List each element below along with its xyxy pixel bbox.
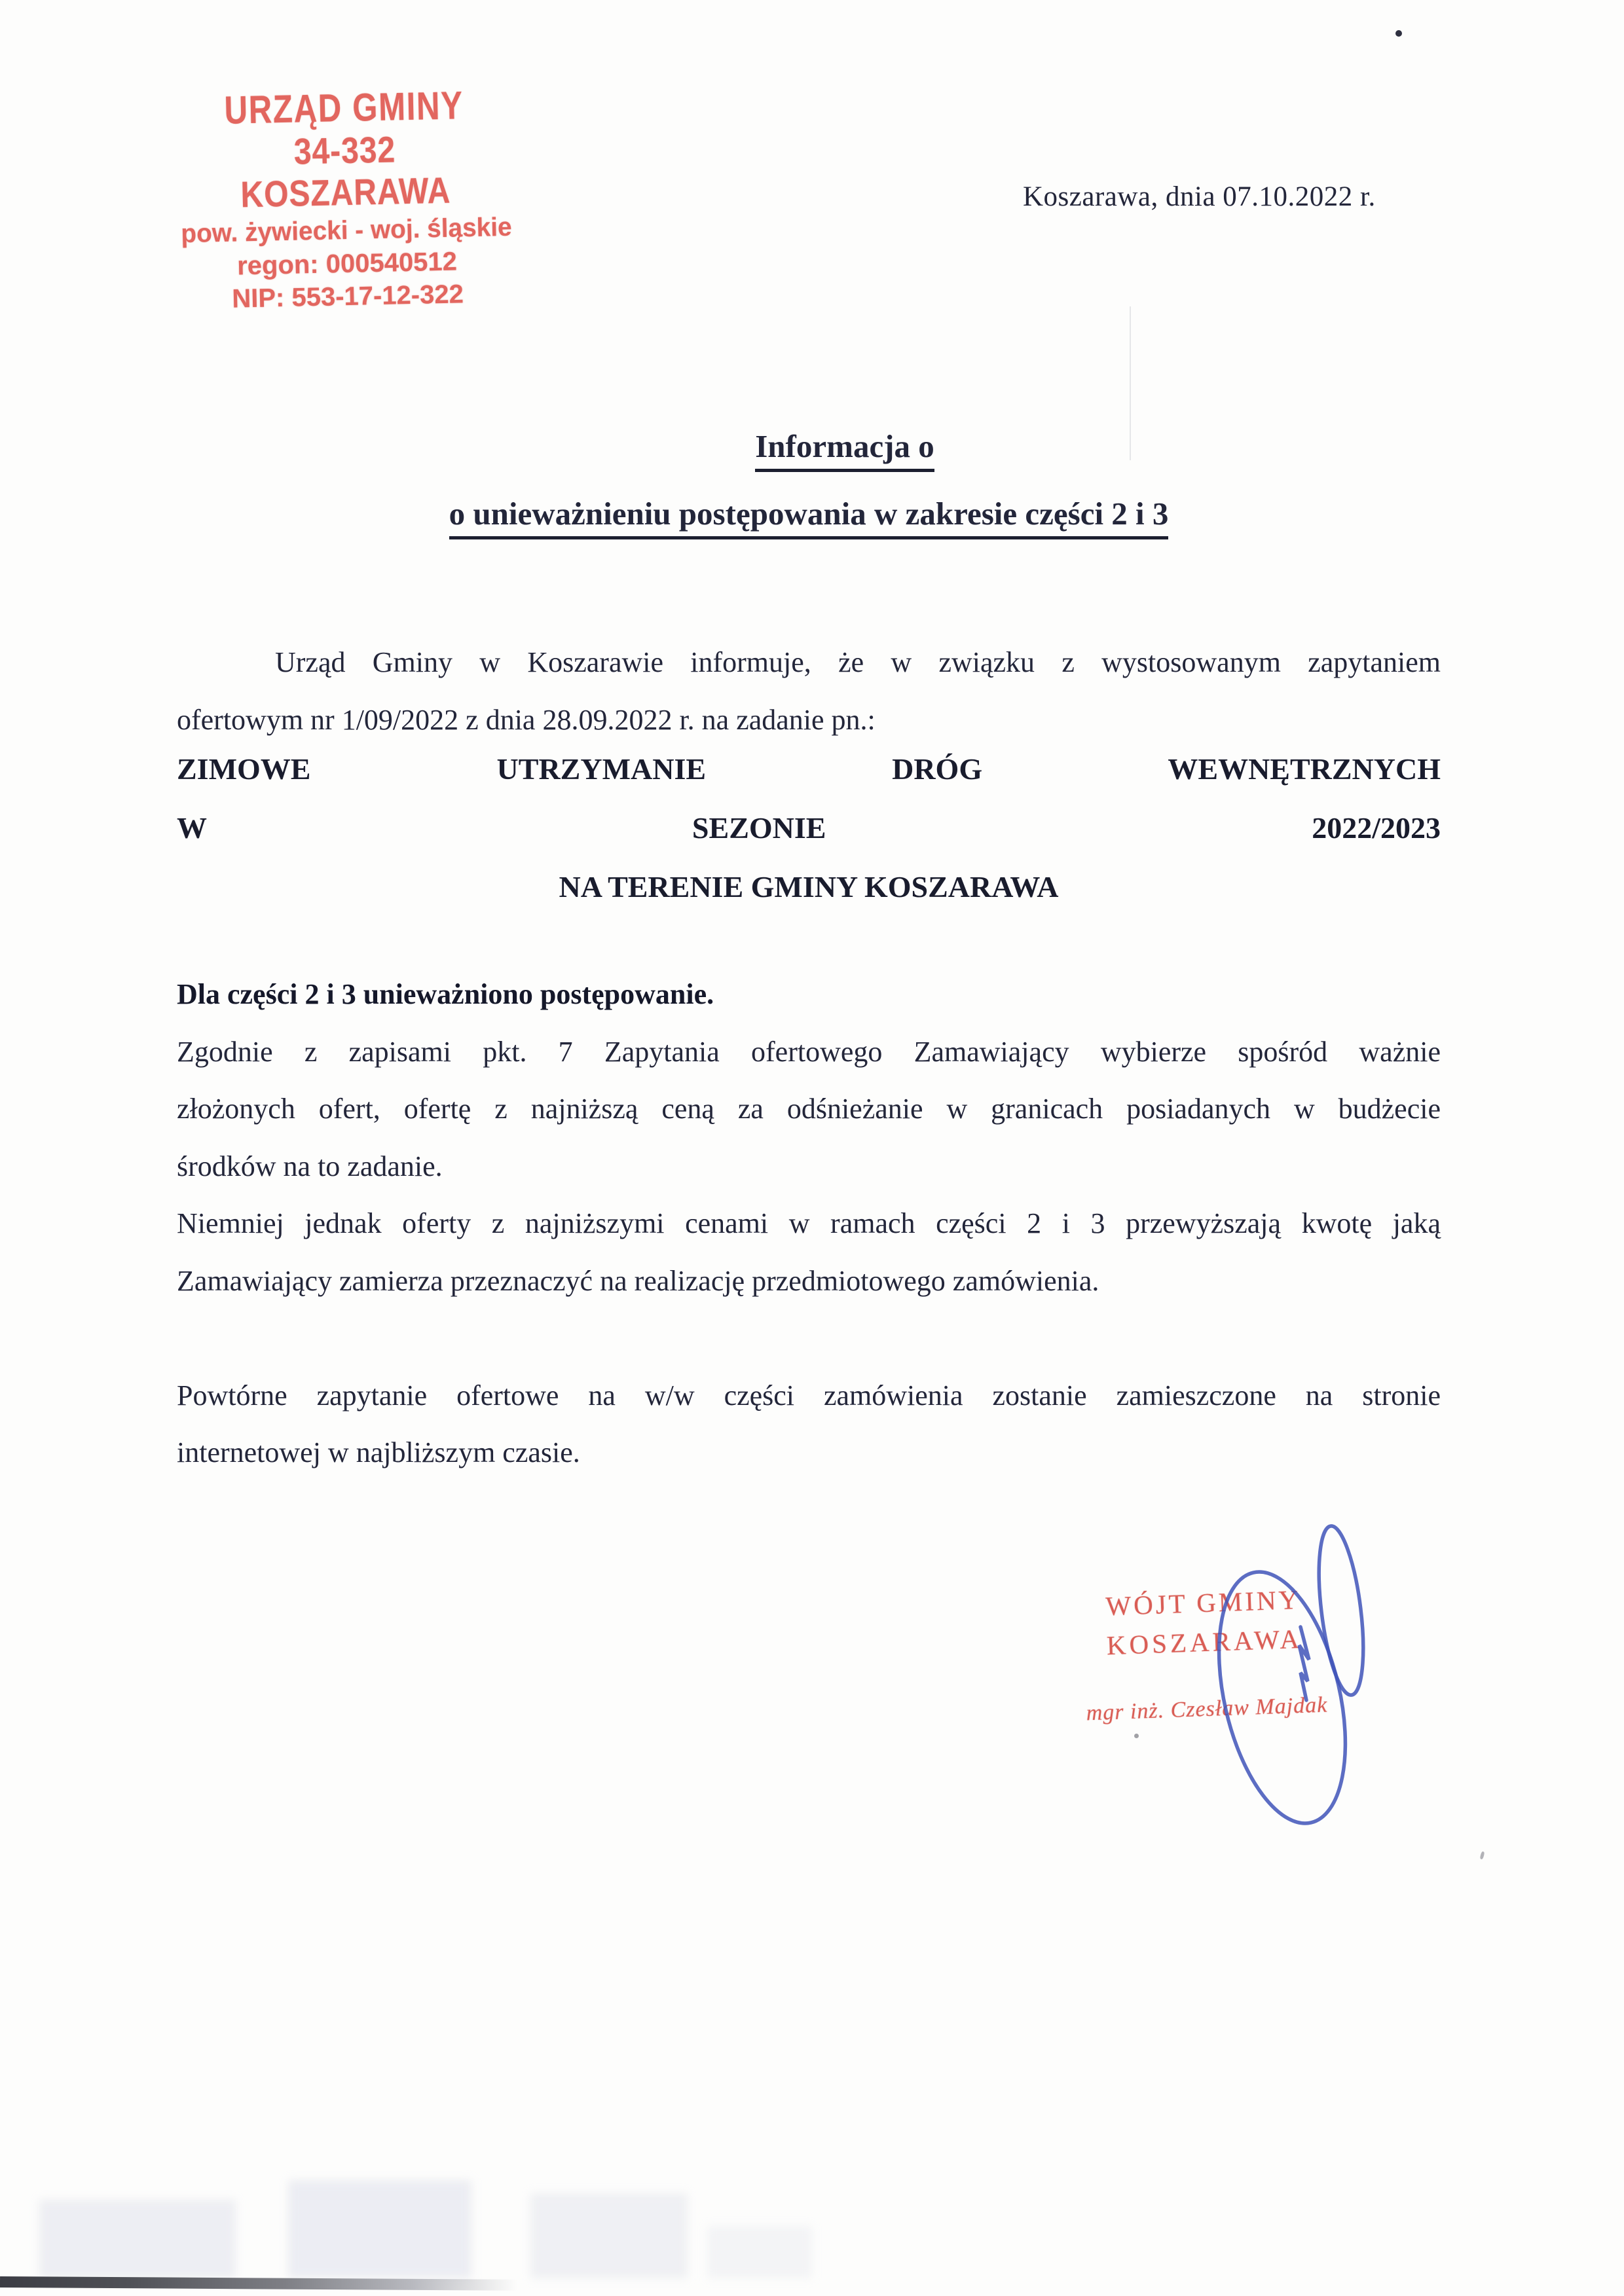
text-line: W SEZONIE 2022/2023 [177,811,1441,845]
title-line-2-text: o unieważnieniu postępowania w zakresie części 2 i 3 [449,496,1169,539]
main-body [177,966,1441,1482]
paragraph-exceed [177,1195,1441,1309]
text-line: ofertowym nr 1/09/2022 z dnia 28.09.2022 r. na zadanie pn.: [177,704,876,736]
office-stamp [160,82,531,317]
ink-speck-right-margin [1480,1851,1485,1860]
annulment-statement: Dla części 2 i 3 unieważniono postępowanie. [177,978,714,1010]
text-line: internetowej w najbliższym czasie. [177,1436,580,1468]
signature-name: mgr inż. Czesław Majdak [1086,1692,1328,1726]
scan-smudge [530,2193,688,2278]
title-line-1 [213,427,1477,466]
scan-smudge [288,2180,471,2278]
stamp-nip-line: NIP: 553-17-12-322 [231,280,464,314]
signature-title-line-2: KOSZARAWA [1106,1623,1303,1661]
paragraph-rules [177,1023,1441,1195]
pen-signature [1172,1503,1395,1830]
stamp-postal-address: 34-332 KOSZARAWA [240,128,451,215]
text-line: ZIMOWE UTRZYMANIE DRÓG WEWNĘTRZNYCH [177,752,1441,786]
text-line: Niemniej jednak oferty z najniższymi cenami w ramach części 2 i 3 przewyższają kwotę jaką [177,1207,1441,1239]
date-line: Koszarawa, dnia 07.10.2022 r. [1023,181,1376,212]
scan-smudge [39,2200,236,2278]
signature-title-line-1: WÓJT GMINY [1105,1584,1301,1622]
title-line-1-text: Informacja o [755,428,934,472]
text-line: Zgodnie z zapisami pkt. 7 Zapytania ofertowego Zamawiający wybierze spośród ważnie [177,1035,1441,1068]
stamp-district-line: pow. żywiecki - woj. śląskie [180,212,513,249]
title-line-2 [177,494,1441,534]
stamp-regon-line: regon: 000540512 [236,247,458,281]
ink-speck-near-signature [1134,1734,1139,1738]
document-title [177,427,1441,534]
scan-artifact-band [0,2276,517,2291]
text-line: NA TERENIE GMINY KOSZARAWA [559,870,1059,903]
text-line: Zamawiający zamierza przeznaczyć na realizację przedmiotowego zamówienia. [177,1264,1099,1297]
text-line: środków na to zadanie. [177,1150,443,1182]
text-line: Urząd Gminy w Koszarawie informuje, że w związku z wystosowanym zapytaniem [275,646,1441,678]
stamp-office-name: URZĄD GMINY [223,83,464,132]
scan-smudge [707,2226,812,2278]
text-line: złożonych ofert, ofertę z najniższą ceną za odśnieżanie w granicach posiadanych w budżecie [177,1093,1441,1125]
paragraph-repeat [177,1367,1441,1482]
task-name [177,740,1441,917]
intro-paragraph [177,634,1441,749]
ink-speck-top-right [1395,30,1402,37]
text-line: Powtórne zapytanie ofertowe na w/w części zamówienia zostanie zamieszczone na stronie [177,1379,1441,1412]
